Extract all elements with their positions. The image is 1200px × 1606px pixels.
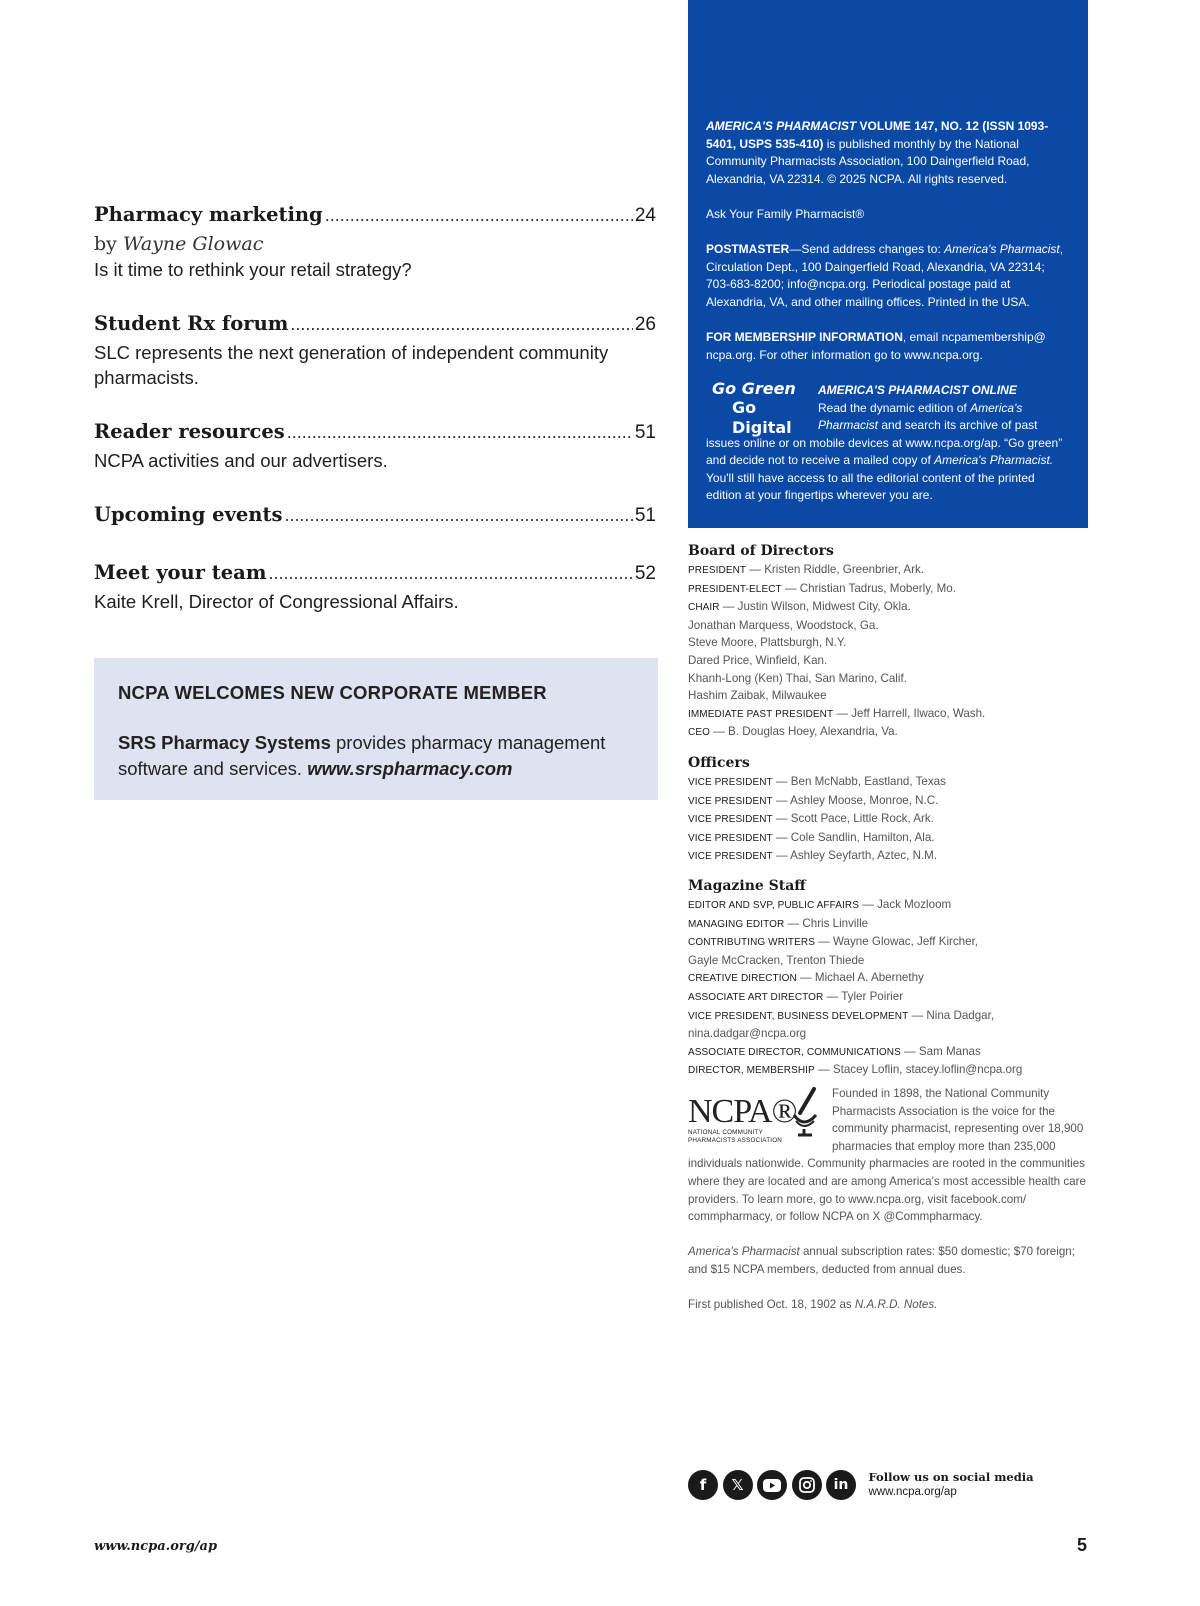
toc-description: NCPA activities and our advertisers. bbox=[94, 450, 388, 471]
online-label: AMERICA'S PHARMACIST ONLINE bbox=[818, 382, 1017, 397]
toc-leader-dots bbox=[290, 314, 632, 335]
person-line bbox=[688, 652, 1088, 670]
social-heading: Follow us on social media bbox=[868, 1470, 1034, 1484]
ncpa-about bbox=[688, 1085, 1088, 1314]
person-role: MANAGING EDITOR bbox=[688, 918, 785, 930]
about-text: Founded in 1898, the National Community Pharmacists Association is the voice for the community pharmacist, representing over 18,900 pharmacies that employ more than 235,000 individuals nationwide. Community pharmacies are rooted in the communities where they are located and are among America's most accessible health care providers. To learn more, go to www.ncpa.org, visit facebook.com/ commpharmacy, or follow NCPA on X @Commpharmacy. bbox=[688, 1087, 1086, 1224]
person-role: CONTRIBUTING WRITERS bbox=[688, 937, 815, 949]
person-role: VICE PRESIDENT bbox=[688, 851, 773, 863]
person-role: ASSOCIATE ART DIRECTOR bbox=[688, 991, 824, 1003]
callout-link[interactable]: www.srspharmacy.com bbox=[307, 758, 513, 779]
person-name: Ashley Seyfarth, Aztec, N.M. bbox=[790, 849, 938, 863]
toc-leader-dots bbox=[284, 505, 632, 526]
go-green-go-digital-logo: Go Green Go Digital bbox=[712, 378, 796, 437]
person-line: VICE PRESIDENT, BUSINESS DEVELOPMENT — Nina Dadgar, bbox=[688, 1008, 995, 1022]
person-line: ASSOCIATE DIRECTOR, COMMUNICATIONS — Sam Manas bbox=[688, 1044, 981, 1058]
toc-page-number: 24 bbox=[634, 205, 656, 226]
person-line-continued: nina.dadgar@ncpa.org bbox=[688, 1027, 807, 1041]
publication-statement: AMERICA'S PHARMACIST VOLUME 147, NO. 12 (ISSN 1093-5401, USPS 535-410) is published monthly by the National Community Pharmacists Association, 100 Daingerfield Road, Alexandria, VA 22314. © 2025 NCPA. All rights reserved. bbox=[706, 119, 1049, 186]
toc-title[interactable]: Upcoming events bbox=[94, 503, 283, 526]
toc-entry-pharmacy-marketing[interactable] bbox=[94, 203, 656, 282]
person-role: CHAIR bbox=[688, 602, 720, 614]
person-name: Cole Sandlin, Hamilton, Ala. bbox=[790, 830, 935, 844]
person-name: Jack Mozloom bbox=[877, 898, 952, 911]
person-role: VICE PRESIDENT bbox=[688, 777, 773, 788]
toc-leader-dots bbox=[287, 422, 633, 443]
toc-description: Kaite Krell, Director of Congressional Affairs. bbox=[94, 591, 459, 612]
person-name: Stacey Loflin, stacey.loflin@ncpa.org bbox=[832, 1063, 1023, 1077]
person-role: EDITOR AND SVP, PUBLIC AFFAIRS bbox=[688, 900, 860, 911]
toc-page-number: 52 bbox=[634, 563, 656, 584]
toc-description: Is it time to rethink your retail strategy? bbox=[94, 259, 412, 280]
logo-subtitle: NATIONAL COMMUNITY PHARMACISTS ASSOCIATION bbox=[688, 1129, 783, 1144]
person-name: Ashley Moose, Monroe, N.C. bbox=[790, 793, 939, 807]
publication-info-panel bbox=[688, 0, 1088, 528]
section-title: Board of Directors bbox=[688, 543, 834, 559]
callout-body: SRS Pharmacy Systems provides pharmacy management software and services. www.srspharmacy.com bbox=[118, 732, 606, 779]
toc-entry-upcoming-events[interactable] bbox=[94, 503, 656, 531]
person-role: VICE PRESIDENT bbox=[688, 814, 773, 826]
person-name: Michael A. Abernethy bbox=[814, 971, 924, 985]
toc-leader-dots bbox=[268, 563, 632, 584]
person-name: Wayne Glowac, Jeff Kircher, bbox=[833, 935, 979, 949]
callout-heading: NCPA WELCOMES NEW CORPORATE MEMBER bbox=[118, 682, 547, 703]
person-line: MANAGING EDITOR — Chris Linville bbox=[688, 916, 869, 930]
board-of-directors bbox=[688, 541, 1088, 742]
person-role: VICE PRESIDENT bbox=[688, 832, 773, 844]
person-line: CEO — B. Douglas Hoey, Alexandria, Va. bbox=[688, 725, 898, 739]
person-role: DIRECTOR, MEMBERSHIP bbox=[688, 1065, 815, 1077]
person-name: Scott Pace, Little Rock, Ark. bbox=[790, 812, 934, 826]
person-line-continued: Gayle McCracken, Trenton Thiede bbox=[688, 953, 865, 967]
person-line: CREATIVE DIRECTION — Michael A. Abernethy bbox=[688, 971, 924, 985]
person-line: PRESIDENT-ELECT — Christian Tadrus, Moberly, Mo. bbox=[688, 581, 956, 595]
toc-title[interactable]: Meet your team bbox=[94, 561, 267, 584]
person-role: ASSOCIATE DIRECTOR, COMMUNICATIONS bbox=[688, 1046, 901, 1058]
person-line: DIRECTOR, MEMBERSHIP — Stacey Loflin, stacey.loflin@ncpa.org bbox=[688, 1063, 1023, 1077]
person-line: EDITOR AND SVP, PUBLIC AFFAIRS — Jack Mozloom bbox=[688, 898, 952, 911]
linkedin-icon[interactable]: in bbox=[826, 1470, 856, 1500]
person-line: VICE PRESIDENT — Ben McNabb, Eastland, Texas bbox=[688, 775, 946, 788]
table-of-contents bbox=[94, 203, 656, 644]
person-line bbox=[688, 670, 1088, 688]
person-line: VICE PRESIDENT — Ashley Moose, Monroe, N.C. bbox=[688, 793, 939, 807]
toc-entry-meet-your-team[interactable] bbox=[94, 561, 656, 614]
toc-entry-reader-resources[interactable] bbox=[94, 420, 656, 473]
toc-description: SLC represents the next generation of independent community pharmacists. bbox=[94, 342, 609, 388]
person-name: Chris Linville bbox=[802, 916, 869, 930]
person-line bbox=[688, 617, 1088, 635]
section-title: Officers bbox=[688, 755, 750, 771]
person-role: VICE PRESIDENT, BUSINESS DEVELOPMENT bbox=[688, 1010, 909, 1022]
person-name: Christian Tadrus, Moberly, Mo. bbox=[799, 581, 956, 595]
person-line: CONTRIBUTING WRITERS — Wayne Glowac, Jeff Kircher, bbox=[688, 935, 979, 949]
person-role: VICE PRESIDENT bbox=[688, 795, 773, 807]
section-title: Magazine Staff bbox=[688, 878, 806, 894]
person-role: IMMEDIATE PAST PRESIDENT bbox=[688, 708, 834, 720]
person-role: PRESIDENT bbox=[688, 565, 747, 576]
person-name: Justin Wilson, Midwest City, Okla. bbox=[737, 600, 911, 614]
callout-company: SRS Pharmacy Systems bbox=[118, 732, 331, 753]
person-line: VICE PRESIDENT — Ashley Seyfarth, Aztec, N.M. bbox=[688, 849, 938, 863]
person-name: Tyler Poirier bbox=[841, 989, 904, 1003]
social-caption bbox=[869, 1470, 1034, 1500]
magazine-staff bbox=[688, 876, 1088, 1080]
toc-title[interactable]: Pharmacy marketing bbox=[94, 203, 323, 226]
membership-info: FOR MEMBERSHIP INFORMATION, email ncpamembership@ ncpa.org. For other information go to www.ncpa.org. bbox=[706, 330, 1046, 362]
person-line: IMMEDIATE PAST PRESIDENT — Jeff Harrell, Ilwaco, Wash. bbox=[688, 706, 986, 720]
mortar-pestle-icon bbox=[786, 1085, 822, 1141]
person-line: VICE PRESIDENT — Cole Sandlin, Hamilton, Ala. bbox=[688, 830, 935, 844]
person-name: Dared Price, Winfield, Kan. bbox=[688, 653, 828, 667]
person-name: Jonathan Marquess, Woodstock, Ga. bbox=[688, 618, 879, 632]
footer-url[interactable]: www.ncpa.org/ap bbox=[94, 1539, 218, 1554]
person-role: CREATIVE DIRECTION bbox=[688, 973, 797, 985]
person-name: Steve Moore, Plattsburgh, N.Y. bbox=[688, 636, 847, 650]
social-media bbox=[688, 1470, 1034, 1500]
toc-page-number: 51 bbox=[634, 505, 656, 526]
person-line: CHAIR — Justin Wilson, Midwest City, Okla. bbox=[688, 600, 911, 614]
toc-byline: by Wayne Glowac bbox=[94, 233, 264, 255]
person-line bbox=[688, 634, 1088, 652]
facebook-icon[interactable]: f bbox=[688, 1470, 718, 1500]
slogan: Ask Your Family Pharmacist® bbox=[706, 206, 865, 221]
new-corporate-member-callout bbox=[94, 658, 658, 800]
person-role: PRESIDENT-ELECT bbox=[688, 583, 782, 595]
person-line: ASSOCIATE ART DIRECTOR — Tyler Poirier bbox=[688, 989, 904, 1003]
toc-page-number: 26 bbox=[634, 314, 656, 335]
toc-title[interactable]: Reader resources bbox=[94, 420, 285, 443]
toc-leader-dots bbox=[325, 205, 633, 226]
person-role: CEO bbox=[688, 727, 710, 739]
subscription-rates: America's Pharmacist annual subscription rates: $50 domestic; $70 foreign; and $15 NCPA members, deducted from annual dues. bbox=[688, 1245, 1075, 1276]
person-name: Sam Manas bbox=[918, 1044, 981, 1058]
person-line: VICE PRESIDENT — Scott Pace, Little Rock, Ark. bbox=[688, 812, 934, 826]
page-number: 5 bbox=[1077, 1535, 1088, 1555]
person-line: PRESIDENT — Kristen Riddle, Greenbrier, Ark. bbox=[688, 563, 924, 576]
person-name: Jeff Harrell, Ilwaco, Wash. bbox=[851, 706, 986, 720]
toc-page-number: 51 bbox=[634, 422, 656, 443]
person-name: Kristen Riddle, Greenbrier, Ark. bbox=[764, 563, 924, 576]
youtube-icon[interactable] bbox=[757, 1470, 787, 1500]
instagram-icon[interactable] bbox=[792, 1470, 822, 1500]
x-icon[interactable]: 𝕏 bbox=[723, 1470, 753, 1500]
person-name: Khanh-Long (Ken) Thai, San Marino, Calif. bbox=[688, 671, 907, 685]
person-name: Nina Dadgar, bbox=[926, 1008, 995, 1022]
toc-entry-student-rx-forum[interactable] bbox=[94, 312, 656, 390]
person-name: B. Douglas Hoey, Alexandria, Va. bbox=[728, 725, 898, 739]
first-published: First published Oct. 18, 1902 as N.A.R.D. Notes. bbox=[688, 1298, 938, 1312]
toc-title[interactable]: Student Rx forum bbox=[94, 312, 289, 335]
ncpa-logo: NCPA® NATIONAL COMMUNITY PHARMACISTS ASSOCIATION bbox=[688, 1085, 826, 1145]
officers bbox=[688, 753, 1088, 866]
person-name: Hashim Zaibak, Milwaukee bbox=[688, 689, 827, 703]
postmaster-notice: POSTMASTER—Send address changes to: America's Pharmacist, Circulation Dept., 100 Daingerfield Road, Alexandria, VA 22314; 703-683-8200; info@ncpa.org. Periodical postage paid at Alexandria, VA, and other mailing offices. Printed in the USA. bbox=[706, 242, 1064, 309]
online-edition: Go Green Go Digital AMERICA'S PHARMACIST ONLINE Read the dynamic edition of America's Pharmacist and search its archive of past issues online or on mobile devices at www.ncpa.org/ap. “Go green” and decide not to receive a mailed copy of America's Pharmacist. You'll still have access to all the editorial content of the printed edition at your fingertips wherever you are. bbox=[706, 378, 1063, 503]
toc-author: Wayne Glowac bbox=[122, 233, 264, 255]
person-name: Ben McNabb, Eastland, Texas bbox=[790, 775, 946, 788]
social-url[interactable]: www.ncpa.org/ap bbox=[868, 1486, 957, 1498]
person-line bbox=[688, 687, 1088, 705]
